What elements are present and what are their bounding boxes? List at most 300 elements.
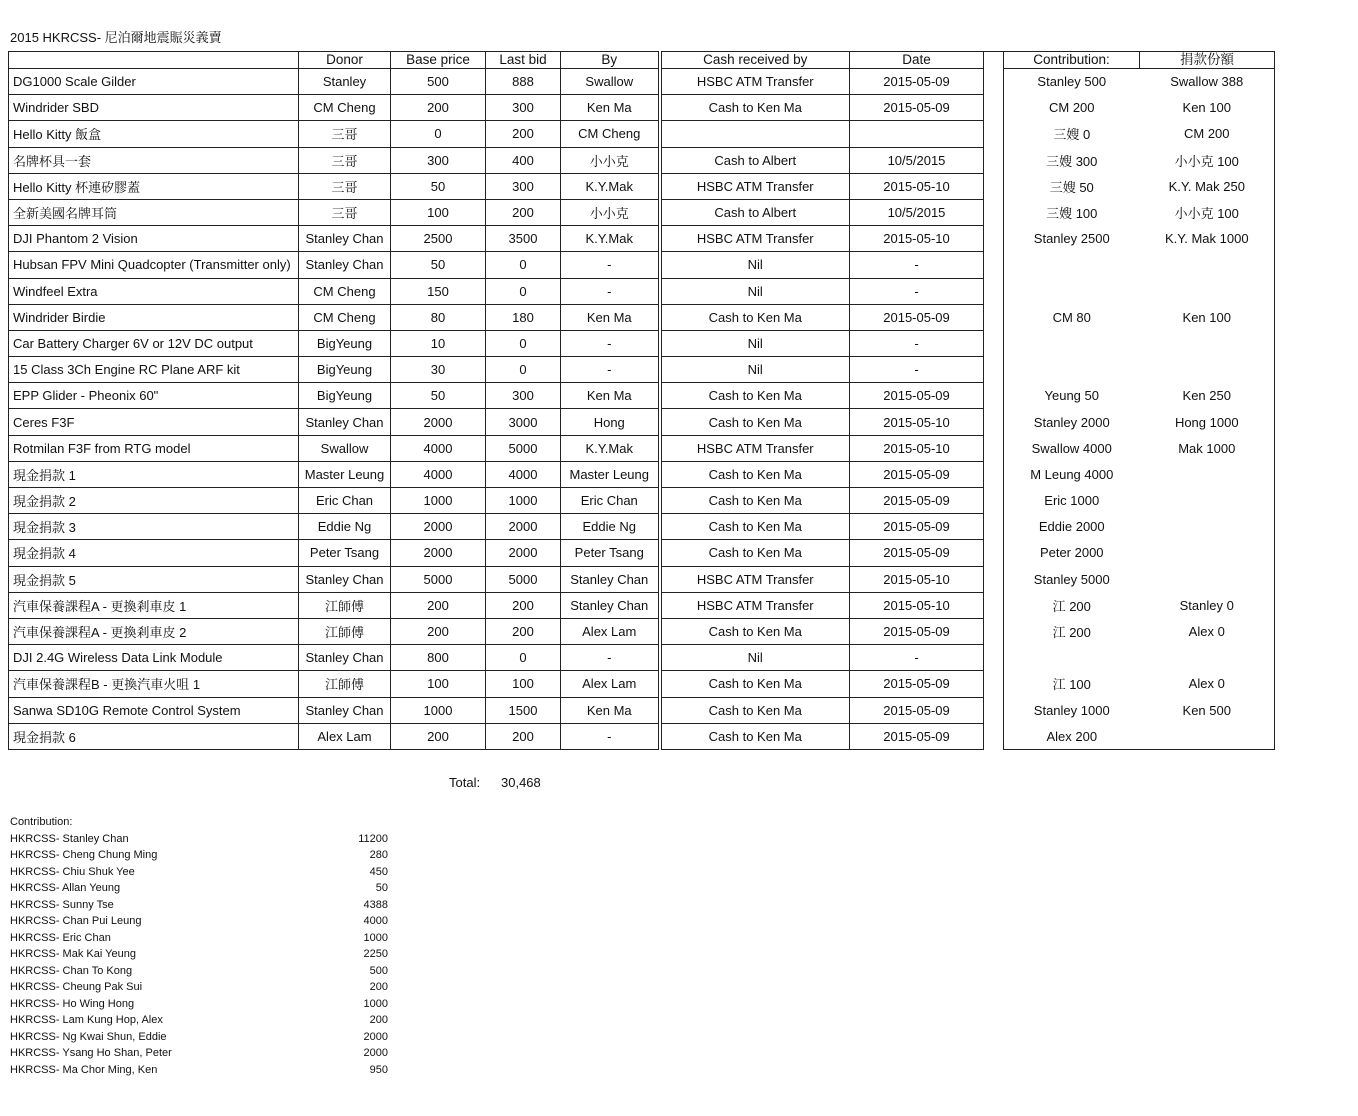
contribution-list	[10, 814, 388, 1078]
cell-by: Eric Chan	[561, 488, 660, 514]
cell-base-price: 200	[391, 723, 486, 749]
cell-contribution: 江 200	[1004, 618, 1140, 644]
cell-base-price: 0	[391, 121, 486, 147]
table-row	[9, 330, 1275, 356]
gap-cell	[984, 383, 1004, 409]
table-row	[9, 514, 1275, 540]
cell-donation-share: Stanley 0	[1140, 592, 1275, 618]
contribution-name: HKRCSS- Ho Wing Hong	[10, 997, 135, 1010]
cell-contribution: M Leung 4000	[1004, 461, 1140, 487]
cell-donor: BigYeung	[299, 330, 391, 356]
table-row	[9, 618, 1275, 644]
contribution-name: HKRCSS- Ng Kwai Shun, Eddie	[10, 1030, 167, 1043]
cell-donation-share	[1140, 330, 1275, 356]
gap-cell	[984, 121, 1004, 147]
table-header-row	[9, 52, 1275, 69]
cell-date: 2015-05-09	[850, 95, 984, 121]
cell-contribution: Stanley 2500	[1004, 226, 1140, 252]
cell-donor: Stanley Chan	[299, 645, 391, 671]
table-row	[9, 69, 1275, 95]
cell-last-bid: 888	[486, 69, 561, 95]
table-row	[9, 435, 1275, 461]
cell-donor: Eddie Ng	[299, 514, 391, 540]
cell-last-bid: 2000	[486, 514, 561, 540]
header-base-price: Base price	[391, 52, 486, 69]
cell-item: Windrider Birdie	[9, 304, 299, 330]
cell-last-bid: 200	[486, 121, 561, 147]
contribution-row	[10, 979, 388, 996]
cell-donor: Stanley Chan	[299, 566, 391, 592]
contribution-amount: 4000	[363, 915, 388, 927]
cell-cash-received-by: Cash to Ken Ma	[660, 514, 850, 540]
cell-item: 現金捐款 1	[9, 461, 299, 487]
contribution-name: HKRCSS- Cheung Pak Sui	[10, 981, 143, 993]
contribution-amount: 1000	[363, 997, 388, 1010]
cell-by: Stanley Chan	[561, 566, 660, 592]
cell-by: Ken Ma	[561, 95, 660, 121]
gap-cell	[984, 514, 1004, 540]
table-row	[9, 173, 1275, 199]
cell-by: K.Y.Mak	[561, 435, 660, 461]
cell-base-price: 50	[391, 173, 486, 199]
header-gap	[984, 52, 1004, 69]
table-row	[9, 592, 1275, 618]
cell-last-bid: 0	[486, 645, 561, 671]
contribution-row	[10, 880, 388, 897]
cell-base-price: 4000	[391, 435, 486, 461]
cell-last-bid: 0	[486, 357, 561, 383]
contribution-row	[10, 963, 388, 980]
cell-cash-received-by: Cash to Ken Ma	[660, 618, 850, 644]
cell-donor: 江師傅	[299, 592, 391, 618]
gap-cell	[984, 723, 1004, 749]
cell-cash-received-by: HSBC ATM Transfer	[660, 69, 850, 95]
contribution-amount: 2000	[363, 1030, 388, 1043]
cell-base-price: 800	[391, 645, 486, 671]
cell-date: 2015-05-09	[850, 488, 984, 514]
gap-cell	[984, 697, 1004, 723]
cell-last-bid: 300	[486, 95, 561, 121]
cell-cash-received-by: HSBC ATM Transfer	[660, 592, 850, 618]
cell-last-bid: 1000	[486, 488, 561, 514]
cell-donor: 三哥	[299, 173, 391, 199]
cell-contribution: Stanley 2000	[1004, 409, 1140, 435]
cell-donor: Eric Chan	[299, 488, 391, 514]
gap-cell	[984, 540, 1004, 566]
header-cash-received-by: Cash received by	[660, 52, 850, 69]
cell-contribution: Stanley 500	[1004, 69, 1140, 95]
contribution-name: HKRCSS- Chan Pui Leung	[10, 915, 142, 927]
cell-contribution: 三嫂 100	[1004, 199, 1140, 225]
cell-donor: 三哥	[299, 147, 391, 173]
cell-last-bid: 2000	[486, 540, 561, 566]
cell-contribution: Eddie 2000	[1004, 514, 1140, 540]
cell-base-price: 50	[391, 252, 486, 278]
total-label: Total:	[449, 775, 481, 790]
cell-donation-share: Mak 1000	[1140, 435, 1275, 461]
cell-cash-received-by	[660, 121, 850, 147]
table-row	[9, 461, 1275, 487]
cell-item: Sanwa SD10G Remote Control System	[9, 697, 299, 723]
cell-donor: 三哥	[299, 121, 391, 147]
gap-cell	[984, 645, 1004, 671]
contribution-amount: 200	[369, 981, 388, 993]
cell-cash-received-by: Cash to Ken Ma	[660, 723, 850, 749]
cell-donor: Stanley Chan	[299, 252, 391, 278]
cell-item: DJI 2.4G Wireless Data Link Module	[9, 645, 299, 671]
cell-date: 2015-05-09	[850, 697, 984, 723]
contribution-name: HKRCSS- Ysang Ho Shan, Peter	[10, 1047, 172, 1059]
gap-cell	[984, 199, 1004, 225]
gap-cell	[984, 357, 1004, 383]
cell-donation-share	[1140, 514, 1275, 540]
cell-donor: BigYeung	[299, 357, 391, 383]
contribution-name: HKRCSS- Ma Chor Ming, Ken	[10, 1063, 158, 1076]
cell-base-price: 150	[391, 278, 486, 304]
cell-item: Hello Kitty 杯連矽膠蓋	[9, 173, 299, 199]
cell-date: 2015-05-09	[850, 461, 984, 487]
cell-item: 全新美國名牌耳筒	[9, 199, 299, 225]
header-last-bid: Last bid	[486, 52, 561, 69]
cell-donor: Stanley Chan	[299, 697, 391, 723]
cell-donation-share: Alex 0	[1140, 671, 1275, 697]
table-row	[9, 697, 1275, 723]
gap-cell	[984, 69, 1004, 95]
cell-last-bid: 200	[486, 199, 561, 225]
contribution-amount: 450	[369, 865, 388, 878]
cell-by: K.Y.Mak	[561, 226, 660, 252]
cell-cash-received-by: Cash to Ken Ma	[660, 461, 850, 487]
cell-base-price: 80	[391, 304, 486, 330]
cell-donor: BigYeung	[299, 383, 391, 409]
contribution-amount: 4388	[363, 898, 388, 911]
cell-date: 2015-05-10	[850, 435, 984, 461]
cell-by: CM Cheng	[561, 121, 660, 147]
cell-item: 汽車保養課程B - 更換汽車火咀 1	[9, 671, 299, 697]
cell-base-price: 500	[391, 69, 486, 95]
cell-base-price: 2000	[391, 514, 486, 540]
cell-base-price: 50	[391, 383, 486, 409]
contribution-amount: 200	[369, 1014, 388, 1026]
cell-contribution: CM 80	[1004, 304, 1140, 330]
contribution-row	[10, 996, 388, 1013]
gap-cell	[984, 461, 1004, 487]
cell-contribution	[1004, 645, 1140, 671]
auction-table	[8, 51, 1275, 750]
cell-last-bid: 400	[486, 147, 561, 173]
total-value: 30,468	[501, 775, 541, 790]
cell-last-bid: 1500	[486, 697, 561, 723]
cell-date: -	[850, 645, 984, 671]
cell-donation-share: Hong 1000	[1140, 409, 1275, 435]
cell-date: 2015-05-10	[850, 173, 984, 199]
contribution-amount: 950	[369, 1063, 388, 1076]
cell-donation-share	[1140, 566, 1275, 592]
cell-item: Ceres F3F	[9, 409, 299, 435]
cell-donation-share: Ken 100	[1140, 95, 1275, 121]
contribution-amount: 2250	[363, 948, 388, 960]
cell-donation-share: CM 200	[1140, 121, 1275, 147]
table-row	[9, 199, 1275, 225]
cell-cash-received-by: Cash to Albert	[660, 199, 850, 225]
cell-donor: Stanley Chan	[299, 409, 391, 435]
contribution-amount: 500	[369, 964, 388, 977]
cell-contribution: 三嫂 50	[1004, 173, 1140, 199]
gap-cell	[984, 147, 1004, 173]
cell-donation-share: K.Y. Mak 1000	[1140, 226, 1275, 252]
cell-base-price: 2500	[391, 226, 486, 252]
cell-date: -	[850, 278, 984, 304]
cell-by: K.Y.Mak	[561, 173, 660, 199]
cell-donation-share: Ken 250	[1140, 383, 1275, 409]
cell-base-price: 100	[391, 671, 486, 697]
cell-cash-received-by: Cash to Ken Ma	[660, 95, 850, 121]
cell-base-price: 5000	[391, 566, 486, 592]
contribution-name: HKRCSS- Eric Chan	[10, 931, 111, 944]
cell-last-bid: 300	[486, 173, 561, 199]
cell-item: Windrider SBD	[9, 95, 299, 121]
cell-base-price: 200	[391, 592, 486, 618]
cell-contribution: 三嫂 300	[1004, 147, 1140, 173]
cell-cash-received-by: Cash to Ken Ma	[660, 488, 850, 514]
contribution-heading: Contribution:	[10, 816, 73, 828]
gap-cell	[984, 435, 1004, 461]
table-row	[9, 723, 1275, 749]
cell-contribution: Peter 2000	[1004, 540, 1140, 566]
table-row	[9, 278, 1275, 304]
cell-donation-share: Alex 0	[1140, 618, 1275, 644]
cell-by: Alex Lam	[561, 671, 660, 697]
cell-last-bid: 300	[486, 383, 561, 409]
contribution-amount: 2000	[363, 1047, 388, 1059]
gap-cell	[984, 278, 1004, 304]
cell-base-price: 200	[391, 618, 486, 644]
cell-item: 15 Class 3Ch Engine RC Plane ARF kit	[9, 357, 299, 383]
contribution-amount: 11200	[358, 832, 388, 845]
cell-date: -	[850, 252, 984, 278]
cell-base-price: 1000	[391, 488, 486, 514]
cell-donor: Peter Tsang	[299, 540, 391, 566]
cell-donation-share	[1140, 488, 1275, 514]
cell-date: 2015-05-09	[850, 723, 984, 749]
cell-cash-received-by: HSBC ATM Transfer	[660, 435, 850, 461]
contribution-name: HKRCSS- Chan To Kong	[10, 964, 133, 977]
table-row	[9, 671, 1275, 697]
header-date: Date	[850, 52, 984, 69]
cell-date: 2015-05-09	[850, 304, 984, 330]
gap-cell	[984, 618, 1004, 644]
cell-contribution: Alex 200	[1004, 723, 1140, 749]
cell-item: Rotmilan F3F from RTG model	[9, 435, 299, 461]
cell-cash-received-by: Cash to Ken Ma	[660, 409, 850, 435]
cell-last-bid: 4000	[486, 461, 561, 487]
cell-date: -	[850, 330, 984, 356]
cell-cash-received-by: Cash to Ken Ma	[660, 383, 850, 409]
contribution-row	[10, 930, 388, 947]
header-by: By	[561, 52, 660, 69]
table-row	[9, 383, 1275, 409]
contribution-row	[10, 864, 388, 881]
cell-donor: Stanley Chan	[299, 226, 391, 252]
contribution-row	[10, 1062, 388, 1079]
cell-contribution: CM 200	[1004, 95, 1140, 121]
cell-donor: Stanley	[299, 69, 391, 95]
table-row	[9, 95, 1275, 121]
cell-donor: CM Cheng	[299, 304, 391, 330]
cell-donor: 江師傅	[299, 671, 391, 697]
cell-base-price: 10	[391, 330, 486, 356]
cell-donation-share	[1140, 461, 1275, 487]
cell-donation-share	[1140, 645, 1275, 671]
contribution-row	[10, 897, 388, 914]
cell-donor: Swallow	[299, 435, 391, 461]
cell-date: 2015-05-10	[850, 566, 984, 592]
table-row	[9, 357, 1275, 383]
contribution-row	[10, 1029, 388, 1046]
cell-cash-received-by: Nil	[660, 645, 850, 671]
cell-cash-received-by: Nil	[660, 357, 850, 383]
gap-cell	[984, 566, 1004, 592]
cell-last-bid: 5000	[486, 435, 561, 461]
cell-by: Alex Lam	[561, 618, 660, 644]
cell-cash-received-by: Nil	[660, 330, 850, 356]
contribution-amount: 1000	[363, 931, 388, 944]
contribution-row	[10, 1012, 388, 1029]
gap-cell	[984, 592, 1004, 618]
cell-donor: 江師傅	[299, 618, 391, 644]
cell-by: -	[561, 278, 660, 304]
cell-cash-received-by: HSBC ATM Transfer	[660, 226, 850, 252]
cell-by: 小小克	[561, 199, 660, 225]
cell-date: 2015-05-10	[850, 592, 984, 618]
contribution-row	[10, 1045, 388, 1062]
cell-item: 現金捐款 3	[9, 514, 299, 540]
cell-item: DG1000 Scale Gilder	[9, 69, 299, 95]
table-row	[9, 645, 1275, 671]
gap-cell	[984, 226, 1004, 252]
cell-last-bid: 180	[486, 304, 561, 330]
cell-cash-received-by: Nil	[660, 252, 850, 278]
cell-item: Hubsan FPV Mini Quadcopter (Transmitter only)	[9, 252, 299, 278]
cell-by: Ken Ma	[561, 304, 660, 330]
table-body	[9, 69, 1275, 750]
gap-cell	[984, 671, 1004, 697]
cell-cash-received-by: Nil	[660, 278, 850, 304]
cell-contribution: 江 200	[1004, 592, 1140, 618]
cell-base-price: 4000	[391, 461, 486, 487]
cell-cash-received-by: HSBC ATM Transfer	[660, 173, 850, 199]
cell-date: 2015-05-10	[850, 409, 984, 435]
table-row	[9, 252, 1275, 278]
table-row	[9, 566, 1275, 592]
cell-by: -	[561, 645, 660, 671]
gap-cell	[984, 330, 1004, 356]
cell-by: Master Leung	[561, 461, 660, 487]
cell-base-price: 2000	[391, 409, 486, 435]
cell-contribution	[1004, 357, 1140, 383]
cell-contribution: Swallow 4000	[1004, 435, 1140, 461]
cell-by: 小小克	[561, 147, 660, 173]
cell-contribution	[1004, 278, 1140, 304]
header-item	[9, 52, 299, 69]
cell-by: Eddie Ng	[561, 514, 660, 540]
cell-by: -	[561, 330, 660, 356]
cell-item: 汽車保養課程A - 更換剎車皮 1	[9, 592, 299, 618]
table-row	[9, 121, 1275, 147]
contribution-name: HKRCSS- Cheng Chung Ming	[10, 849, 158, 861]
cell-last-bid: 3500	[486, 226, 561, 252]
cell-date: 10/5/2015	[850, 147, 984, 173]
cell-contribution: 江 100	[1004, 671, 1140, 697]
cell-donation-share: Swallow 388	[1140, 69, 1275, 95]
table-row	[9, 488, 1275, 514]
cell-donor: Alex Lam	[299, 723, 391, 749]
cell-contribution: Stanley 5000	[1004, 566, 1140, 592]
cell-item: 現金捐款 4	[9, 540, 299, 566]
cell-donation-share: 小小克 100	[1140, 199, 1275, 225]
contribution-name: HKRCSS- Allan Yeung	[10, 882, 121, 894]
cell-last-bid: 200	[486, 592, 561, 618]
cell-cash-received-by: HSBC ATM Transfer	[660, 566, 850, 592]
cell-contribution: Eric 1000	[1004, 488, 1140, 514]
cell-last-bid: 3000	[486, 409, 561, 435]
cell-by: Peter Tsang	[561, 540, 660, 566]
cell-date: 2015-05-09	[850, 514, 984, 540]
cell-contribution	[1004, 330, 1140, 356]
cell-item: Windfeel Extra	[9, 278, 299, 304]
cell-last-bid: 200	[486, 618, 561, 644]
cell-date: -	[850, 357, 984, 383]
gap-cell	[984, 488, 1004, 514]
cell-cash-received-by: Cash to Ken Ma	[660, 697, 850, 723]
cell-by: -	[561, 252, 660, 278]
cell-by: Stanley Chan	[561, 592, 660, 618]
contribution-row	[10, 913, 388, 930]
cell-date: 10/5/2015	[850, 199, 984, 225]
cell-contribution: 三嫂 0	[1004, 121, 1140, 147]
cell-by: Ken Ma	[561, 697, 660, 723]
cell-donor: Master Leung	[299, 461, 391, 487]
cell-contribution	[1004, 252, 1140, 278]
gap-cell	[984, 252, 1004, 278]
table-row	[9, 226, 1275, 252]
cell-donation-share: Ken 500	[1140, 697, 1275, 723]
cell-date: 2015-05-10	[850, 226, 984, 252]
cell-cash-received-by: Cash to Ken Ma	[660, 671, 850, 697]
cell-last-bid: 0	[486, 252, 561, 278]
contribution-row	[10, 831, 388, 848]
contribution-amount: 50	[375, 882, 388, 894]
cell-last-bid: 0	[486, 278, 561, 304]
cell-by: -	[561, 723, 660, 749]
contribution-name: HKRCSS- Stanley Chan	[10, 832, 129, 845]
cell-date: 2015-05-09	[850, 383, 984, 409]
cell-item: Hello Kitty 飯盒	[9, 121, 299, 147]
cell-date: 2015-05-09	[850, 618, 984, 644]
table-row	[9, 540, 1275, 566]
cell-donation-share	[1140, 357, 1275, 383]
cell-donor: CM Cheng	[299, 278, 391, 304]
cell-donation-share	[1140, 540, 1275, 566]
gap-cell	[984, 173, 1004, 199]
document-title: 2015 HKRCSS- 尼泊爾地震賑災義賣	[10, 30, 222, 45]
cell-base-price: 2000	[391, 540, 486, 566]
cell-last-bid: 0	[486, 330, 561, 356]
cell-item: Car Battery Charger 6V or 12V DC output	[9, 330, 299, 356]
contribution-row	[10, 946, 388, 963]
contribution-name: HKRCSS- Sunny Tse	[10, 898, 114, 911]
cell-cash-received-by: Cash to Ken Ma	[660, 304, 850, 330]
